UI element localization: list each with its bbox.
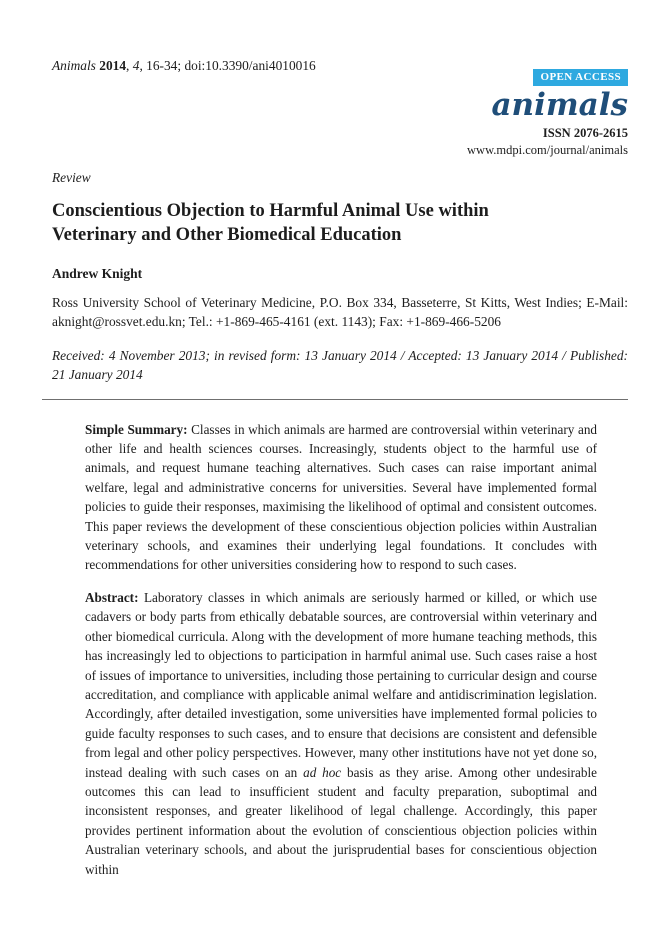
masthead-right-stack xyxy=(467,67,628,158)
affiliation-line: Ross University School of Veterinary Medicine, P.O. Box 334, Basseterre, St Kitts, West Indies; E-Mail: aknight@rossvet.edu.kn; Tel.: +1-869-465-4161 (ext. 1143); Fax: +1-869-466-5206 xyxy=(52,295,628,330)
simple-summary-label: Simple Summary: xyxy=(85,421,188,437)
author-name: Andrew Knight xyxy=(52,266,143,281)
open-access-badge: OPEN ACCESS xyxy=(533,69,628,86)
issn-line: ISSN 2076-2615 xyxy=(542,126,628,140)
masthead xyxy=(52,52,628,158)
simple-summary-text: Classes in which animals are harmed are controversial within veterinary and other life and health sciences courses. Increasingly, students object to the harmful use of animals, and request humane teaching alternatives. Such cases can raise important animal welfare, legal and administrative concerns for universities. Several have implemented formal policies to guide their responses, maximising the likelihood of optimal and consistent outcomes. This paper reviews the development of these conscientious objection policies within Australian veterinary schools, and examines their underlying legal foundations. It concludes with recommendations for other universities considering how to respond to such cases. xyxy=(85,421,598,573)
article-type-label: Review xyxy=(52,170,91,185)
divider-rule xyxy=(42,399,628,400)
abstract xyxy=(85,588,597,879)
citation-journal-name: Animals xyxy=(52,58,100,73)
abstract-text-part-1: Laboratory classes in which animals are seriously harmed or killed, or which use cadavers or body parts from ethically debatable sources, are controversial within veterinary and other biomedical curricula. Along with the development of more humane teaching methods, this has increasingly led to objections to participation in harmful animal use. Such cases raise a host of issues of importance to universities, including those pertaining to curricular design and course accreditation, and compliance with applicable animal welfare and antidiscrimination legislation. Accordingly, after detailed investigation, some universities have implemented formal policies to guide faculty responses to such cases, and to ensure that decisions are consistent and defensible from legal and other policy perspectives. However, many other institutions have not yet done so, instead dealing with such cases on an xyxy=(85,589,597,780)
journal-website-url: www.mdpi.com/journal/animals xyxy=(467,143,628,157)
abstract-text-part-2: basis as they arise. Among other undesirable outcomes this can lead to insufficient student and faculty preparation, suboptimal and inconsistent responses, and greater likelihood of legal challenge. Accordingly, this paper provides pertinent information about the evolution of conscientious objection policies within Australian veterinary schools, and about the jurisprudential bases for conscientious objection within xyxy=(85,764,597,877)
simple-summary xyxy=(85,420,597,575)
citation-pages-doi: , 16-34; doi:10.3390/ani4010016 xyxy=(139,58,316,73)
article-title-line-1: Conscientious Objection to Harmful Animal Use within xyxy=(52,201,489,221)
citation-line xyxy=(52,58,316,74)
abstract-label: Abstract: xyxy=(85,589,139,605)
received-dates-line: Received: 4 November 2013; in revised form: 13 January 2014 / Accepted: 13 January 2014 / Published: 21 January 2014 xyxy=(52,347,628,383)
article-title-line-2: Veterinary and Other Biomedical Education xyxy=(52,225,402,245)
abstract-italic-phrase: ad hoc xyxy=(303,764,342,780)
article-title xyxy=(52,199,628,247)
open-access-badge-row xyxy=(467,67,628,86)
citation-year: 2014 xyxy=(99,58,127,73)
citation-volume: 4 xyxy=(132,58,140,73)
citation-separator: , xyxy=(126,58,133,73)
journal-logo: animals xyxy=(491,87,628,123)
